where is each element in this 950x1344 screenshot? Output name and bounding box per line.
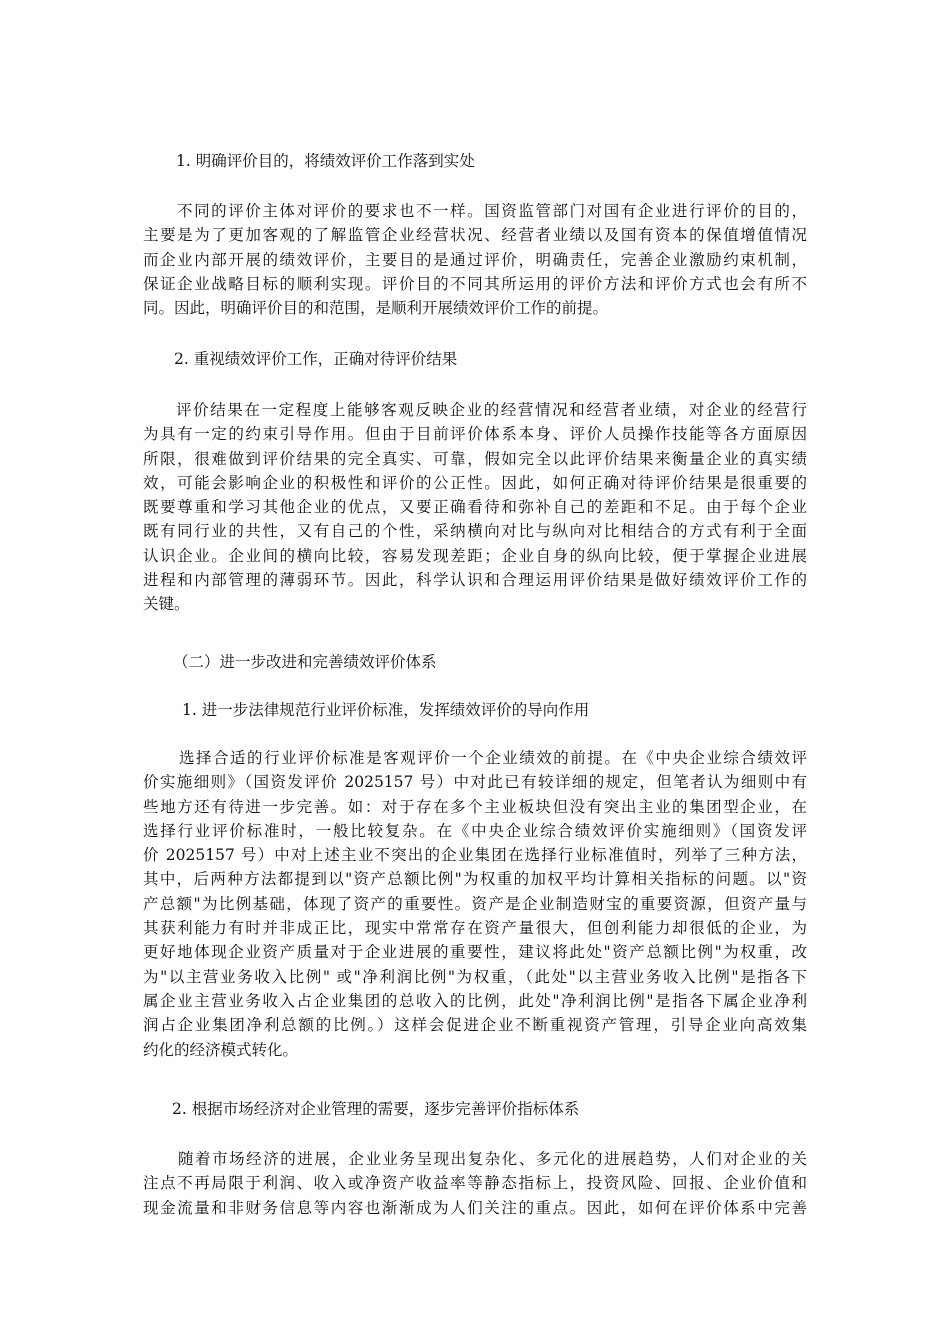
paragraph-line: 主要是为了更加客观的了解监管企业经营状况、经营者业绩以及国有资本的保值增值情况: [143, 226, 807, 245]
section-heading-3: （二）进一步改进和完善绩效评价体系: [173, 653, 437, 671]
paragraph-line: 关键。: [143, 595, 190, 614]
paragraph-line: 认识企业。企业间的横向比较，容易发现差距；企业自身的纵向比较，便于掌握企业进展: [143, 546, 807, 565]
paragraph-line: 其中，后两种方法都提到以"资产总额比例"为权重的加权平均计算相关指标的问题。以"资: [143, 870, 807, 889]
paragraph-line: 而企业内部开展的绩效评价，主要目的是通过评价，明确责任，完善企业激励约束机制，: [143, 250, 807, 269]
paragraph-line: 属企业主营业务收入占企业集团的总收入的比例，此处"净利润比例"是指各下属企业净利: [143, 991, 807, 1010]
paragraph-line: 润占企业集团净利总额的比例。）这样会促进企业不断重视资产管理，引导企业向高效集: [143, 1016, 807, 1035]
paragraph-2: [143, 398, 807, 617]
paragraph-line: 随着市场经济的进展，企业业务呈现出复杂化、多元化的进展趋势，人们对企业的关: [178, 1150, 807, 1168]
section-heading-5: 2. 根据市场经济对企业管理的需要，逐步完善评价指标体系: [172, 1100, 580, 1118]
paragraph-line: 其获利能力有时并非成正比，现实中常常存在资产量很大，但创利能力却很低的企业，为: [143, 919, 807, 938]
section-heading-4: 1. 进一步法律规范行业评价标准，发挥绩效评价的导向作用: [182, 701, 590, 719]
paragraph-line: 现金流量和非财务信息等内容也渐渐成为人们关注的重点。因此，如何在评价体系中完善: [143, 1198, 807, 1217]
paragraph-line: 评价结果在一定程度上能够客观反映企业的经营情况和经营者业绩，对企业的经营行: [176, 401, 807, 419]
paragraph-line: 选择行业评价标准时，一般比较复杂。在《中央企业综合绩效评价实施细则》（国资发评: [143, 821, 807, 840]
paragraph-line: 价 2025157 号）中对上述主业不突出的企业集团在选择行业标准值时，列举了三种方法，: [143, 846, 807, 865]
paragraph-line: 价实施细则》（国资发评价 2025157 号）中对此已有较详细的规定，但笔者认为细则中有: [143, 773, 807, 792]
paragraph-line: 更好地体现企业资产质量对于企业进展的重要性，建议将此处"资产总额比例"为权重，改: [143, 943, 807, 962]
paragraph-line: 保证企业战略目标的顺利实现。评价目的不同其所运用的评价方法和评价方式也会有所不: [143, 274, 807, 293]
paragraph-line: 同。因此，明确评价目的和范围，是顺利开展绩效评价工作的前提。: [143, 299, 609, 318]
paragraph-line: 选择合适的行业评价标准是客观评价一个企业绩效的前提。在《中央企业综合绩效评: [179, 749, 807, 767]
paragraph-line: 为"以主营业务收入比例" 或"净利润比例"为权重，（此处"以主营业务收入比例"是指各下: [143, 967, 807, 986]
paragraph-line: 产总额"为比例基础，体现了资产的重要性。资产是企业制造财宝的重要资源，但资产量与: [143, 894, 807, 913]
paragraph-line: 为具有一定的约束引导作用。但由于目前评价体系本身、评价人员操作技能等各方面原因: [143, 425, 807, 444]
paragraph-line: 既要尊重和学习其他企业的优点，又要正确看待和弥补自己的差距和不足。由于每个企业: [143, 498, 807, 517]
paragraph-line: 约化的经济模式转化。: [143, 1040, 299, 1059]
paragraph-line: 效，可能会影响企业的积极性和评价的公正性。因此，如何正确对待评价结果是很重要的: [143, 473, 807, 492]
section-heading-1: 1. 明确评价目的，将绩效评价工作落到实处: [176, 152, 475, 170]
paragraph-line: 所限，很难做到评价结果的完全真实、可靠，假如完全以此评价结果来衡量企业的真实绩: [143, 449, 807, 468]
paragraph-line: 些地方还有待进一步完善。如：对于存在多个主业板块但没有突出主业的集团型企业，在: [143, 797, 807, 816]
paragraph-3: [143, 746, 807, 1062]
paragraph-line: 不同的评价主体对评价的要求也不一样。国资监管部门对国有企业进行评价的目的，: [177, 202, 807, 220]
paragraph-line: 进程和内部管理的薄弱环节。因此，科学认识和合理运用评价结果是做好绩效评价工作的: [143, 571, 807, 590]
paragraph-line: 既有同行业的共性，又有自己的个性，采纳横向对比与纵向对比相结合的方式有利于全面: [143, 522, 807, 541]
section-heading-2: 2. 重视绩效评价工作，正确对待评价结果: [174, 350, 458, 368]
paragraph-line: 注点不再局限于利润、收入或净资产收益率等静态指标上，投资风险、回报、企业价值和: [143, 1174, 807, 1193]
paragraph-1: [143, 199, 807, 320]
paragraph-4: [143, 1147, 807, 1220]
